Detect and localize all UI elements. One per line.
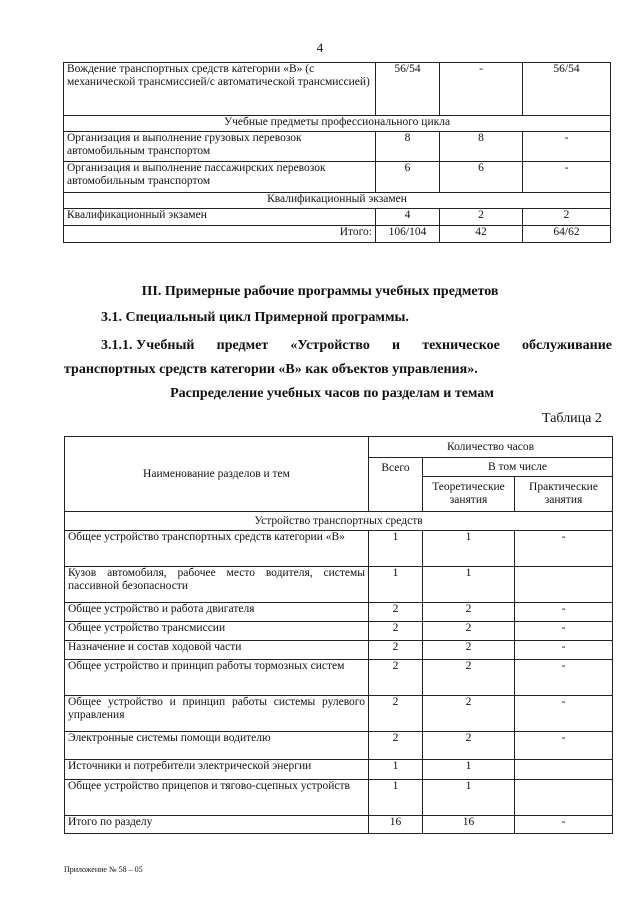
row-total: 4 <box>376 209 440 226</box>
row-practice: - <box>523 132 611 162</box>
subject-heading <box>64 334 612 382</box>
row-theory: 16 <box>423 816 515 834</box>
row-name: Кузов автомобиля, рабочее место водителя, системы пассивной безопасности <box>65 567 369 603</box>
row-name: Общее устройство прицепов и тягово-сцепных устройств <box>65 780 369 816</box>
row-name: Общее устройство транспортных средств категории «В» <box>65 531 369 567</box>
row-theory: 2 <box>423 660 515 696</box>
row-total: 56/54 <box>376 63 440 116</box>
row-name: Общее устройство и принцип работы системы рулевого управления <box>65 696 369 732</box>
header-practice: Практические занятия <box>515 477 613 512</box>
header-total: Всего <box>369 458 423 512</box>
subject-heading-line2: транспортных средств категории «В» как объектов управления». <box>64 362 478 377</box>
row-total: 8 <box>376 132 440 162</box>
total-value: 106/104 <box>376 226 440 243</box>
row-total: 2 <box>369 696 423 732</box>
row-theory: 1 <box>423 760 515 780</box>
row-theory: 2 <box>423 732 515 760</box>
header-hours: Количество часов <box>369 437 613 458</box>
row-theory: 6 <box>440 162 523 193</box>
table-row <box>65 641 613 660</box>
row-practice: 56/54 <box>523 63 611 116</box>
row-theory: - <box>440 63 523 116</box>
table-row <box>65 696 613 732</box>
table-label: Таблица 2 <box>542 411 602 426</box>
heading-word: предмет <box>216 338 269 353</box>
section-row <box>64 193 611 209</box>
row-name: Общее устройство и работа двигателя <box>65 603 369 622</box>
row-theory: 1 <box>423 780 515 816</box>
table-row <box>65 531 613 567</box>
row-theory: 2 <box>423 641 515 660</box>
row-practice: - <box>515 660 613 696</box>
row-name: Вождение транспортных средств категории «В» (с механической трансмиссией/с автоматической трансмиссией) <box>64 63 376 116</box>
row-practice <box>515 567 613 603</box>
row-total: 2 <box>369 603 423 622</box>
row-theory: 2 <box>423 622 515 641</box>
hours-distribution-table <box>64 436 613 834</box>
table-row <box>64 162 611 193</box>
row-theory: 8 <box>440 132 523 162</box>
row-practice: - <box>515 603 613 622</box>
row-practice <box>515 780 613 816</box>
hours-summary-table <box>63 62 611 243</box>
heading-word: «Устройство <box>290 338 370 353</box>
row-practice: - <box>515 641 613 660</box>
table-row <box>65 816 613 834</box>
table-row <box>64 132 611 162</box>
row-total: 1 <box>369 760 423 780</box>
section-row <box>64 116 611 132</box>
row-practice: - <box>515 622 613 641</box>
table-row <box>65 660 613 696</box>
footer-note: Приложение № 58 – 05 <box>64 865 143 874</box>
row-name: Общее устройство и принцип работы тормозных систем <box>65 660 369 696</box>
table-row <box>65 760 613 780</box>
row-practice: - <box>515 696 613 732</box>
row-total: 16 <box>369 816 423 834</box>
table-row <box>65 732 613 760</box>
table-row <box>65 780 613 816</box>
row-total: 6 <box>376 162 440 193</box>
section-row: Устройство транспортных средств <box>65 512 613 531</box>
row-total: 2 <box>369 641 423 660</box>
row-practice: - <box>523 162 611 193</box>
total-row <box>64 226 611 243</box>
table-row <box>65 622 613 641</box>
row-name: Назначение и состав ходовой части <box>65 641 369 660</box>
row-practice: - <box>515 531 613 567</box>
row-name: Квалификационный экзамен <box>64 209 376 226</box>
distribution-heading: Распределение учебных часов по разделам и темам <box>170 386 494 401</box>
row-theory: 2 <box>440 209 523 226</box>
row-total: 1 <box>369 567 423 603</box>
table-row <box>65 603 613 622</box>
row-theory: 2 <box>423 696 515 732</box>
header-name-column: Наименование разделов и тем <box>65 437 369 512</box>
row-theory: 1 <box>423 531 515 567</box>
row-total: 2 <box>369 622 423 641</box>
row-practice <box>515 760 613 780</box>
row-total: 1 <box>369 531 423 567</box>
header-theory: Теоретические занятия <box>423 477 515 512</box>
heading-word: обслуживание <box>521 338 612 353</box>
row-name: Итого по разделу <box>65 816 369 834</box>
row-name: Общее устройство трансмиссии <box>65 622 369 641</box>
subsection-heading: 3.1. Специальный цикл Примерной программы. <box>101 310 409 325</box>
row-theory: 2 <box>423 603 515 622</box>
table-row <box>64 209 611 226</box>
total-label: Итого: <box>64 226 376 243</box>
header-including: В том числе <box>423 458 613 477</box>
heading-word: техническое <box>422 338 500 353</box>
heading-word: 3.1.1. Учебный <box>101 338 195 353</box>
section-title: Учебные предметы профессионального цикла <box>64 116 611 132</box>
row-practice: 2 <box>523 209 611 226</box>
total-practice: 64/62 <box>523 226 611 243</box>
total-theory: 42 <box>440 226 523 243</box>
heading-word: и <box>392 338 401 353</box>
row-practice: - <box>515 732 613 760</box>
row-practice: - <box>515 816 613 834</box>
row-total: 2 <box>369 660 423 696</box>
section-title: Квалификационный экзамен <box>64 193 611 209</box>
table-row <box>65 567 613 603</box>
row-total: 1 <box>369 780 423 816</box>
row-name: Организация и выполнение грузовых перевозок автомобильным транспортом <box>64 132 376 162</box>
row-name: Источники и потребители электрической энергии <box>65 760 369 780</box>
section-heading: III. Примерные рабочие программы учебных предметов <box>141 284 499 299</box>
table-row <box>64 63 611 116</box>
row-name: Электронные системы помощи водителю <box>65 732 369 760</box>
row-total: 2 <box>369 732 423 760</box>
page-number: 4 <box>316 40 324 55</box>
row-theory: 1 <box>423 567 515 603</box>
row-name: Организация и выполнение пассажирских перевозок автомобильным транспортом <box>64 162 376 193</box>
